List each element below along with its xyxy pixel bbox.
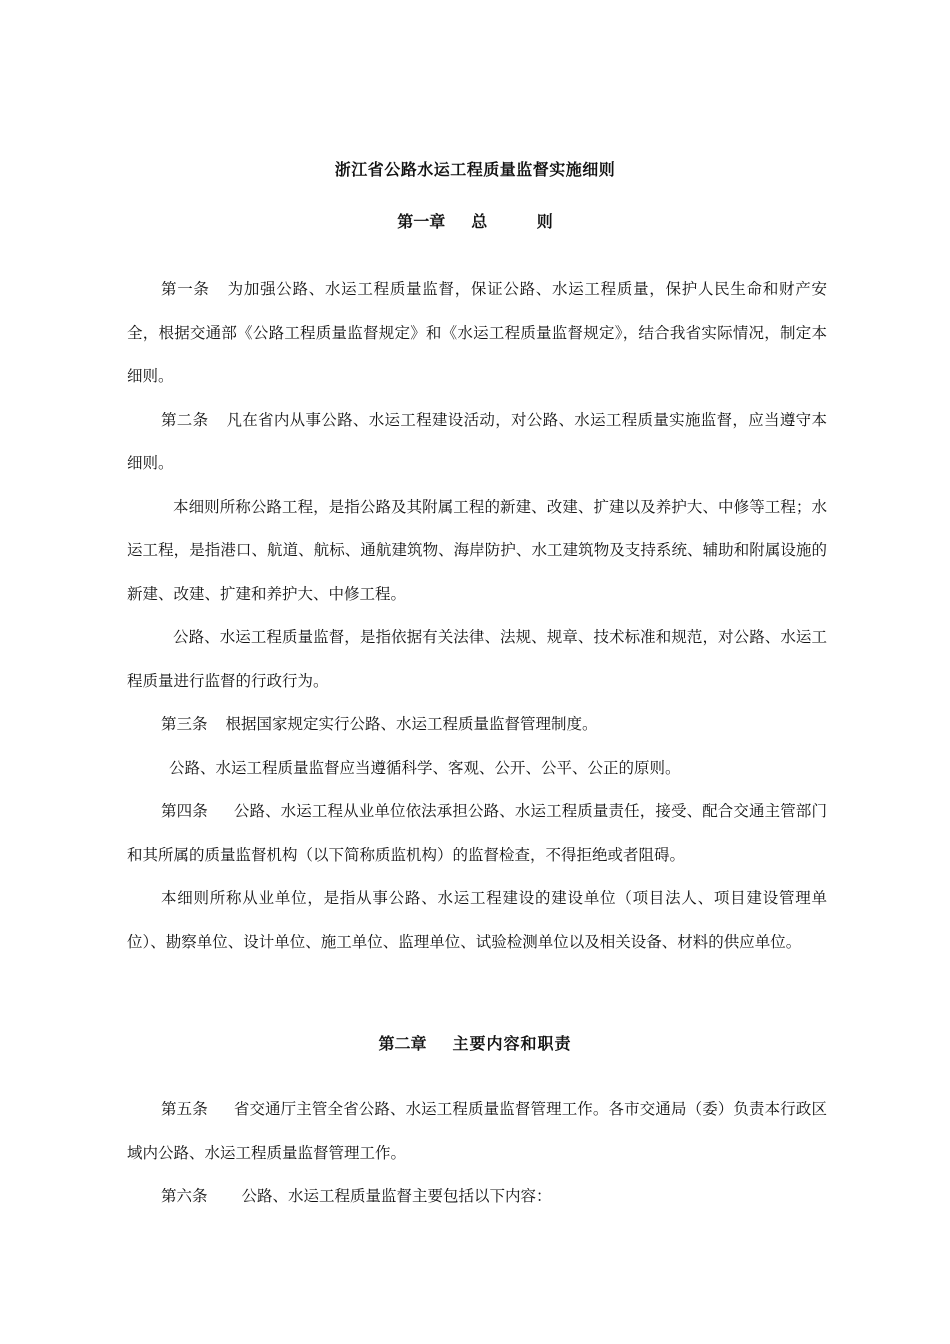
chapter-1-body [127, 268, 827, 964]
chapter-2-heading [0, 1032, 950, 1056]
article-text: 凡在省内从事公路、水运工程建设活动，对公路、水运工程质量实施监督，应当遵守本细则。 [127, 410, 827, 472]
article-number: 第四条 [161, 802, 208, 820]
article-paragraph [127, 268, 827, 399]
paragraph-text: 本细则所称公路工程，是指公路及其附属工程的新建、改建、扩建以及养护大、中修等工程；水运工程，是指港口、航道、航标、通航建筑物、海岸防护、水工建筑物及支持系统、辅助和附属设施的新建、改建、扩建和养护大、中修工程。 [127, 497, 827, 603]
chapter-2-body [127, 1088, 827, 1219]
article-text: 为加强公路、水运工程质量监督，保证公路、水运工程质量，保护人民生命和财产安全，根据交通部《公路工程质量监督规定》和《水运工程质量监督规定》，结合我省实际情况，制定本细则。 [127, 280, 827, 385]
article-paragraph [127, 399, 827, 486]
article-text: 根据国家规定实行公路、水运工程质量监督管理制度。 [225, 715, 598, 733]
body-paragraph [127, 747, 827, 791]
article-number: 第五条 [161, 1100, 208, 1118]
article-number: 第三条 [161, 715, 208, 733]
paragraph-text: 公路、水运工程质量监督，是指依据有关法律、法规、规章、技术标准和规范，对公路、水运工程质量进行监督的行政行为。 [127, 628, 827, 690]
paragraph-text: 公路、水运工程质量监督应当遵循科学、客观、公开、公平、公正的原则。 [169, 758, 681, 777]
chapter-1-heading [0, 210, 950, 234]
chapter-number: 第一章 [397, 212, 446, 231]
chapter-name: 总 则 [471, 212, 575, 231]
article-paragraph [127, 703, 827, 747]
article-paragraph [127, 1088, 827, 1175]
article-paragraph [127, 1175, 827, 1219]
article-number: 第六条 [161, 1187, 208, 1205]
body-paragraph [127, 877, 827, 964]
chapter-name: 主要内容和职责 [452, 1034, 572, 1053]
paragraph-text: 本细则所称从业单位，是指从事公路、水运工程建设的建设单位（项目法人、项目建设管理单位）、勘察单位、设计单位、施工单位、监理单位、试验检测单位以及相关设备、材料的供应单位。 [127, 889, 827, 951]
body-paragraph [127, 616, 827, 703]
body-paragraph [127, 486, 827, 617]
article-text: 省交通厅主管全省公路、水运工程质量监督管理工作。各市交通局（委）负责本行政区域内公路、水运工程质量监督管理工作。 [127, 1100, 827, 1162]
article-number: 第二条 [161, 410, 209, 429]
chapter-number: 第二章 [378, 1034, 427, 1053]
article-text: 公路、水运工程质量监督主要包括以下内容： [241, 1187, 552, 1205]
document-title: 浙江省公路水运工程质量监督实施细则 [334, 160, 616, 179]
article-text: 公路、水运工程从业单位依法承担公路、水运工程质量责任，接受、配合交通主管部门和其所属的质量监督机构（以下简称质监机构）的监督检查，不得拒绝或者阻碍。 [127, 802, 827, 864]
article-paragraph [127, 790, 827, 877]
article-number: 第一条 [161, 280, 210, 298]
